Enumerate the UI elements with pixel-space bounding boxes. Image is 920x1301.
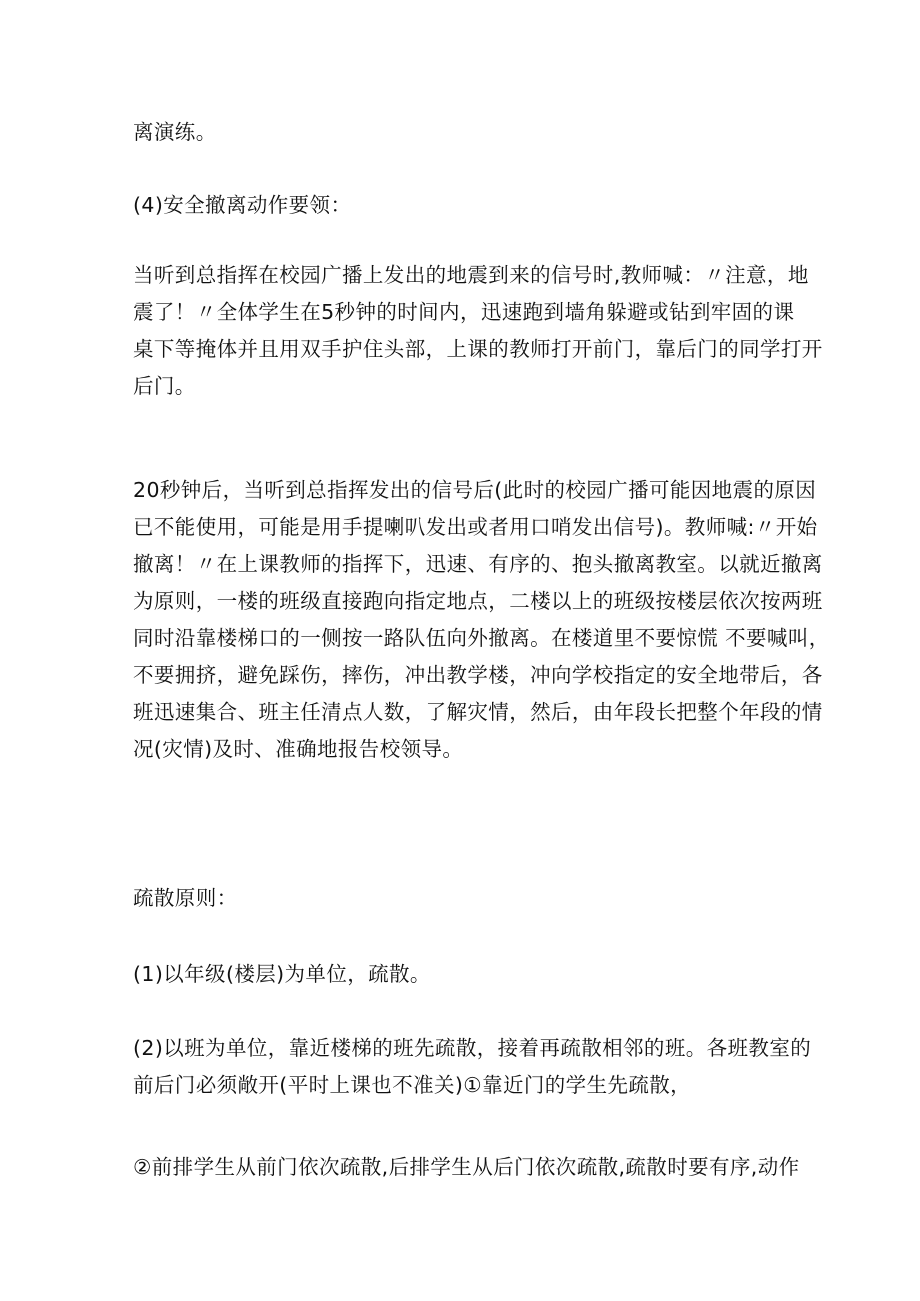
text-line: ②前排学生从前门依次疏散,后排学生从后门依次疏散,疏散时要有序,动作 (133, 1155, 800, 1179)
text-line: 后门。 (133, 374, 196, 398)
paragraph-front-back-row-order (133, 1149, 800, 1186)
text-line: 前后门必须敞开(平时上课也不准关)①靠近门的学生先疏散， (133, 1073, 692, 1097)
heading-safe-evacuation-actions (133, 187, 795, 224)
text-line: 为原则，一楼的班级直接跑向指定地点，二楼以上的班级按楼层依次按两班 (133, 589, 823, 613)
text-line: 不要拥挤，避免踩伤，摔伤，冲出教学楼，冲向学校指定的安全地带后，各 (133, 663, 823, 687)
text-line: 当听到总指挥在校园广播上发出的地震到来的信号时,教师喊：〃注意，地 (133, 263, 809, 287)
heading-evacuation-principles (133, 880, 795, 917)
text-line: 震了！〃全体学生在5秒钟的时间内，迅速跑到墙角躲避或钻到牢固的课 (133, 300, 795, 324)
paragraph-evacuation-procedure (133, 472, 830, 768)
text-line: (4)安全撤离动作要领： (133, 193, 352, 217)
text-line: 况(灾情)及时、准确地报告校领导。 (133, 737, 464, 761)
text-line: 班迅速集合、班主任清点人数，了解灾情，然后，由年段长把整个年段的情 (133, 700, 823, 724)
text-line: 已不能使用，可能是用手提喇叭发出或者用口哨发出信号)。教师喊:〃开始 (133, 515, 818, 539)
text-line: 离演练。 (133, 120, 217, 144)
text-line: 同时沿靠楼梯口的一侧按一路队伍向外撤离。在楼道里不要惊慌 不要喊叫， (133, 626, 830, 650)
paragraph-drill-end (133, 114, 795, 151)
text-line: 20秒钟后，当听到总指挥发出的信号后(此时的校园广播可能因地震的原因 (133, 478, 817, 502)
paragraph-earthquake-signal (133, 257, 823, 405)
text-line: 桌下等掩体并且用双手护住头部，上课的教师打开前门，靠后门的同学打开 (133, 337, 823, 361)
paragraph-principle-1 (133, 956, 795, 993)
text-line: 疏散原则： (133, 886, 238, 910)
paragraph-principle-2 (133, 1030, 812, 1104)
text-line: 撤离！〃在上课教师的指挥下，迅速、有序的、抱头撤离教室。以就近撤离 (133, 552, 823, 576)
text-line: (2)以班为单位，靠近楼梯的班先疏散，接着再疏散相邻的班。各班教室的 (133, 1036, 812, 1060)
text-line: (1)以年级(楼层)为单位，疏散。 (133, 962, 431, 986)
